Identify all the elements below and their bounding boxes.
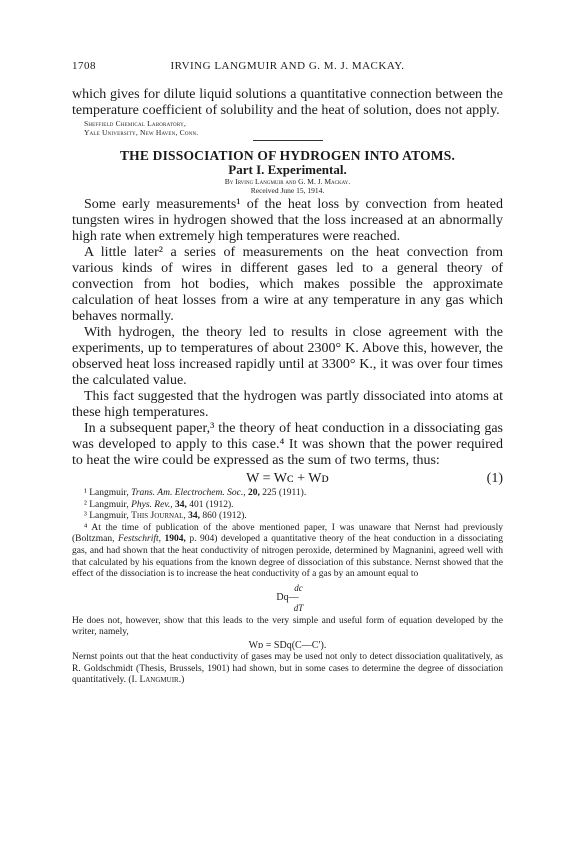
page-number: 1708 [72,60,96,72]
equation-2: Wᴅ = SDq(C—C′). [248,639,327,651]
fraction-denominator: dT [293,602,304,613]
article-body [72,197,503,469]
equation-1 [72,470,503,487]
footnotes [72,488,503,687]
footnote-4-continued: He does not, however, show that this leads to the very simple and useful form of equation developed by the writer, namely, [72,615,503,638]
footnote-3: ³ Langmuir, This Journal, 34, 860 (1912). [84,511,247,522]
affiliation [84,119,503,137]
footnote-2: ² Langmuir, Phys. Rev., 34, 401 (1912). [84,499,234,510]
article-title: THE DISSOCIATION OF HYDROGEN INTO ATOMS. [119,148,456,163]
paragraph-1: Some early measurements¹ of the heat loss by convection from heated tungsten wires in hydrogen showed that the loss increased at an abnormally high rate when extremely high temperatures were reached. [72,197,503,244]
fraction-prefix: Dq [276,591,289,603]
paragraph-2: A little later² a series of measurements on the heat convection from various kinds of wires in different gases led to a general theory of convection from hot bodies, which makes possible the approximate calculation of heat losses from a wire at any temperature in any gas which behaves normally. [72,245,503,324]
article-authors: By Irving Langmuir and G. M. J. Mackay. [224,177,351,186]
footnote-4-final: Nernst points out that the heat conductivity of gases may be used not only to detect dissociation qualitatively, as R. Goldschmidt (Thesis, Brussels, 1901) had shown, but in some cases to determine the degree of dissociation quantitatively. (I. Langmuir.) [72,651,503,686]
fraction-numerator: dc [294,582,303,593]
running-header [72,60,503,74]
fraction-expression: dc Dq— dT [72,583,503,613]
footnote-1: ¹ Langmuir, Trans. Am. Electrochem. Soc., 20, 225 (1911). [84,488,307,498]
affiliation-line-2: Yale University, New Haven, Conn. [84,128,199,137]
article-part: Part I. Experimental. [228,162,347,177]
paragraph-3: With hydrogen, the theory led to results in close agreement with the experiments, up to temperatures of about 2300° K. Above this, however, the observed heat loss increased rapidly until at 3300° K., it was over four times the calculated value. [72,325,503,388]
running-head: IRVING LANGMUIR AND G. M. J. MACKAY. [170,60,405,72]
paragraph-4: This fact suggested that the hydrogen was partly dissociated into atoms at these high temperatures. [72,389,503,420]
affiliation-line-1: Sheffield Chemical Laboratory, [84,119,186,128]
footnote-signature: (I. Langmuir.) [128,675,185,686]
received-date: Received June 15, 1914. [250,186,325,195]
paragraph-5: In a subsequent paper,³ the theory of heat conduction in a dissociating gas was developed to apply to this case.⁴ It was shown that the power required to heat the wire could be expressed as the sum of two terms, thus: [72,421,503,468]
body-text [72,87,503,119]
section-divider [253,140,323,141]
journal-page [72,60,503,687]
equation-1-text: W = Wᴄ + Wᴅ [246,471,329,486]
intro-paragraph: which gives for dilute liquid solutions a quantitative connection between the temperature coefficient of solubility and the heat of solution, does not apply. [72,87,503,118]
equation-1-number: (1) [486,471,503,486]
footnote-4: ⁴ At the time of publication of the above mentioned paper, I was unaware that Nernst had previously (Boltzman, Festschrift, 1904, p. 904) developed a quantitative theory of the heat conduction in a dissociating gas, and had shown that the heat conductivity of nitrogen peroxide, determined by Magnanini, agreed well with that calculated by his equations from the known degree of dissociation of this substance. Nernst showed that the effect of the dissociation is to increase the heat conductivity of a gas by an amount equal to [72,522,504,580]
